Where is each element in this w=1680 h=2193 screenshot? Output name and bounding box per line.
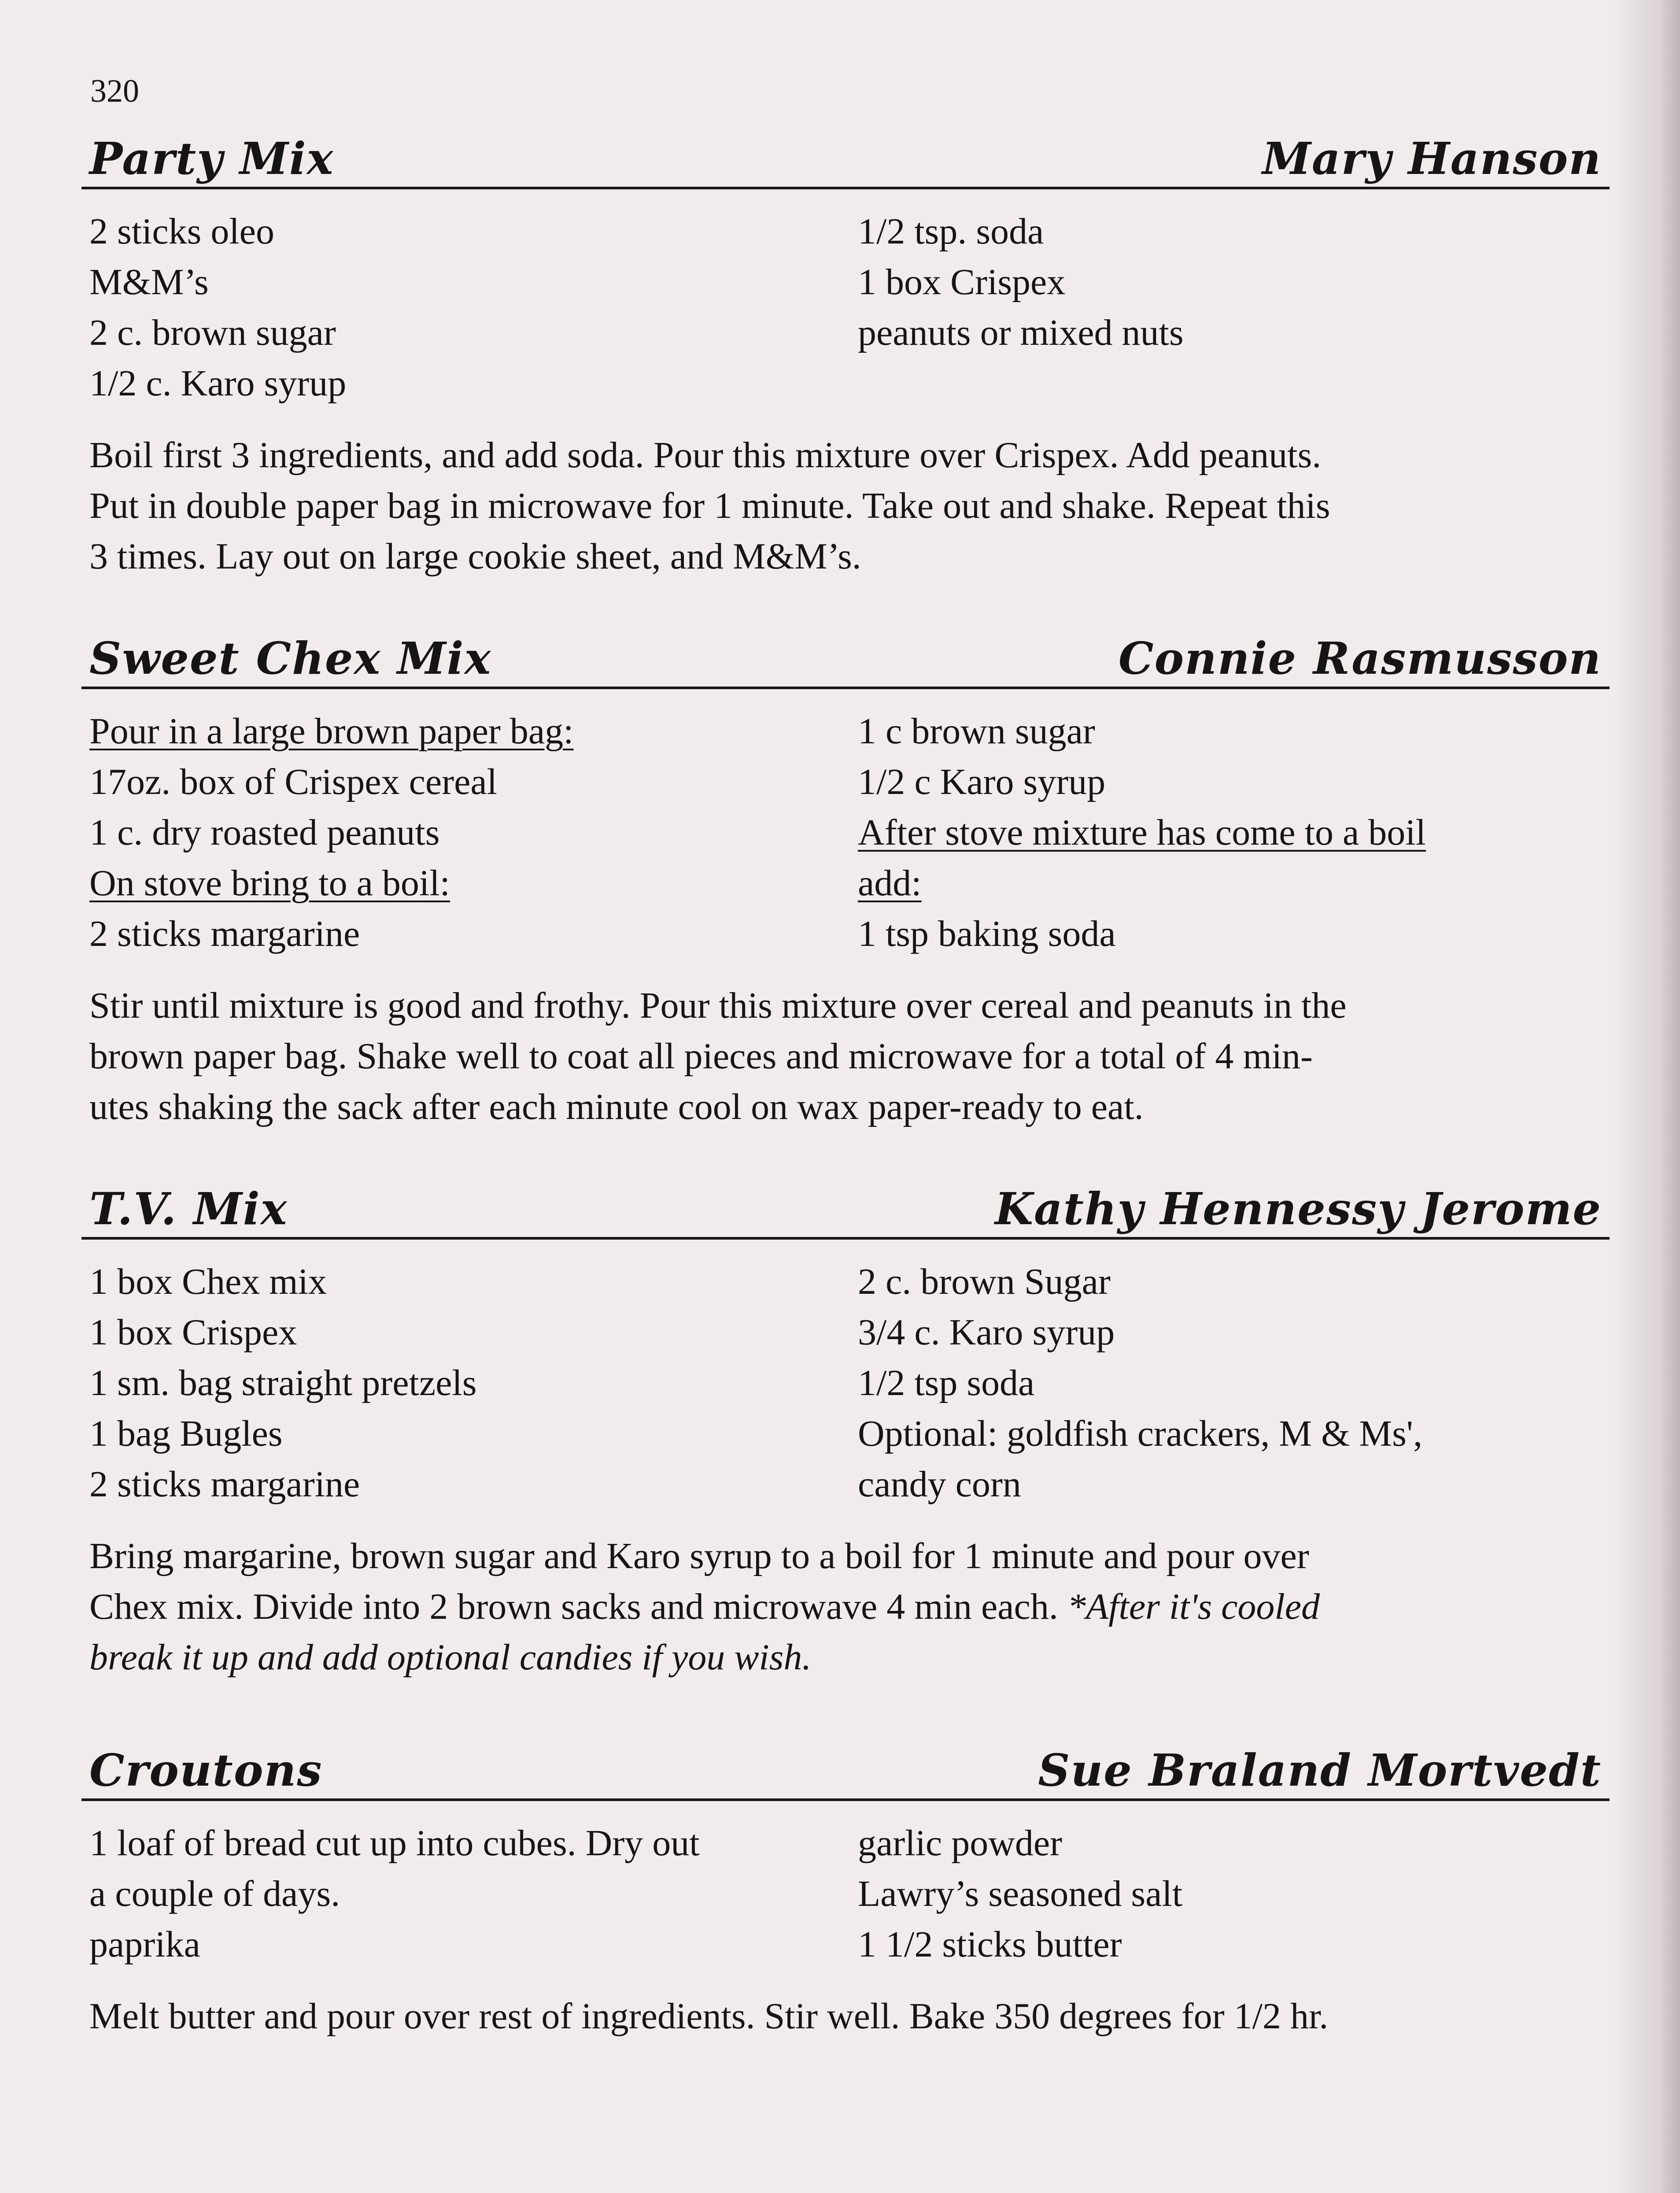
direction-note: *After it's cooled	[1067, 1586, 1320, 1627]
direction-line: Stir until mixture is good and frothy. Pour this mixture over cereal and peanuts in the	[89, 985, 1347, 1026]
ingredients-right	[858, 206, 1602, 409]
recipe-header	[81, 1744, 1610, 1801]
ingredient: 2 sticks margarine	[89, 1464, 360, 1505]
ingredient: 1 tsp baking soda	[858, 913, 1116, 954]
ingredients	[81, 1256, 1610, 1510]
ingredient: 1/2 c. Karo syrup	[89, 363, 347, 404]
book-spine-shadow	[1614, 0, 1680, 2193]
ingredient: 1 sm. bag straight pretzels	[89, 1362, 477, 1403]
recipe-header	[81, 632, 1610, 689]
ingredients-right	[858, 1256, 1602, 1510]
page-number: 320	[90, 73, 139, 109]
direction-line	[89, 1581, 1602, 1632]
ingredient: 2 c. brown sugar	[89, 312, 336, 353]
ingredient: 17oz. box of Crispex cereal	[89, 761, 498, 802]
recipe-title: Croutons	[89, 1744, 323, 1796]
ingredient-subheading: On stove bring to a boil:	[89, 863, 450, 904]
recipe-author: Sue Braland Mortvedt	[1038, 1744, 1602, 1796]
ingredient: paprika	[89, 1924, 200, 1965]
ingredients-left	[89, 706, 858, 959]
ingredient: 1 bag Bugles	[89, 1413, 283, 1454]
direction-line: 3 times. Lay out on large cookie sheet, and M&M’s.	[89, 536, 861, 577]
recipe-title: T.V. Mix	[89, 1183, 288, 1235]
directions	[81, 430, 1610, 582]
ingredient: 1 box Crispex	[89, 1312, 297, 1353]
directions	[81, 1531, 1610, 1683]
ingredient-subheading: After stove mixture has come to a boil	[858, 812, 1426, 853]
ingredient: garlic powder	[858, 1823, 1063, 1864]
ingredient: 1/2 tsp. soda	[858, 211, 1044, 252]
ingredient: 3/4 c. Karo syrup	[858, 1312, 1115, 1353]
recipe-tv-mix	[81, 1182, 1610, 1683]
direction-line: utes shaking the sack after each minute cool on wax paper-ready to eat.	[89, 1086, 1144, 1127]
direction-text: Chex mix. Divide into 2 brown sacks and microwave 4 min each.	[89, 1586, 1058, 1627]
recipe-header	[81, 132, 1610, 189]
ingredient-subheading: add:	[858, 863, 922, 904]
ingredient-subheading: Pour in a large brown paper bag:	[89, 711, 574, 752]
ingredient: Lawry’s seasoned salt	[858, 1873, 1183, 1914]
recipe-title: Sweet Chex Mix	[89, 632, 492, 684]
ingredients	[81, 206, 1610, 409]
ingredient: 2 sticks oleo	[89, 211, 274, 252]
ingredient: 2 sticks margarine	[89, 913, 360, 954]
recipe-title: Party Mix	[89, 133, 334, 185]
ingredient: 1/2 c Karo syrup	[858, 761, 1106, 802]
recipe-author: Kathy Hennessy Jerome	[995, 1183, 1602, 1235]
recipe-sweet-chex-mix	[81, 632, 1610, 1132]
ingredient: peanuts or mixed nuts	[858, 312, 1184, 353]
ingredient: M&M’s	[89, 262, 209, 303]
ingredient: 1 box Chex mix	[89, 1261, 327, 1302]
ingredients-right	[858, 706, 1602, 959]
ingredient: 1 c. dry roasted peanuts	[89, 812, 440, 853]
direction-line: Melt butter and pour over rest of ingredients. Stir well. Bake 350 degrees for 1/2 hr.	[89, 1996, 1329, 2037]
ingredients-left	[89, 206, 858, 409]
ingredients	[81, 706, 1610, 959]
ingredients-left	[89, 1818, 858, 1970]
ingredient: 1 c brown sugar	[858, 711, 1095, 752]
ingredient: 1 loaf of bread cut up into cubes. Dry out	[89, 1823, 700, 1864]
ingredient: 1 box Crispex	[858, 262, 1066, 303]
direction-line: Boil first 3 ingredients, and add soda. Pour this mixture over Crispex. Add peanuts.	[89, 435, 1322, 476]
recipe-croutons	[81, 1744, 1610, 2042]
ingredient: 2 c. brown Sugar	[858, 1261, 1111, 1302]
directions	[81, 1991, 1610, 2042]
ingredient: Optional: goldfish crackers, M & Ms',	[858, 1413, 1422, 1454]
directions	[81, 980, 1610, 1132]
recipe-author: Connie Rasmusson	[1118, 632, 1602, 684]
ingredients-right	[858, 1818, 1602, 1970]
recipe-party-mix	[81, 132, 1610, 582]
ingredients-left	[89, 1256, 858, 1510]
recipe-author: Mary Hanson	[1262, 133, 1602, 185]
ingredient: candy corn	[858, 1464, 1021, 1505]
ingredient: 1 1/2 sticks butter	[858, 1924, 1122, 1965]
ingredient: a couple of days.	[89, 1873, 340, 1914]
direction-line: Put in double paper bag in microwave for 1 minute. Take out and shake. Repeat this	[89, 485, 1330, 526]
direction-line: Bring margarine, brown sugar and Karo syrup to a boil for 1 minute and pour over	[89, 1536, 1309, 1576]
direction-line: brown paper bag. Shake well to coat all pieces and microwave for a total of 4 min-	[89, 1036, 1313, 1077]
direction-note: break it up and add optional candies if you wish.	[89, 1637, 812, 1678]
recipe-header	[81, 1182, 1610, 1240]
ingredient: 1/2 tsp soda	[858, 1362, 1035, 1403]
ingredients	[81, 1818, 1610, 1970]
